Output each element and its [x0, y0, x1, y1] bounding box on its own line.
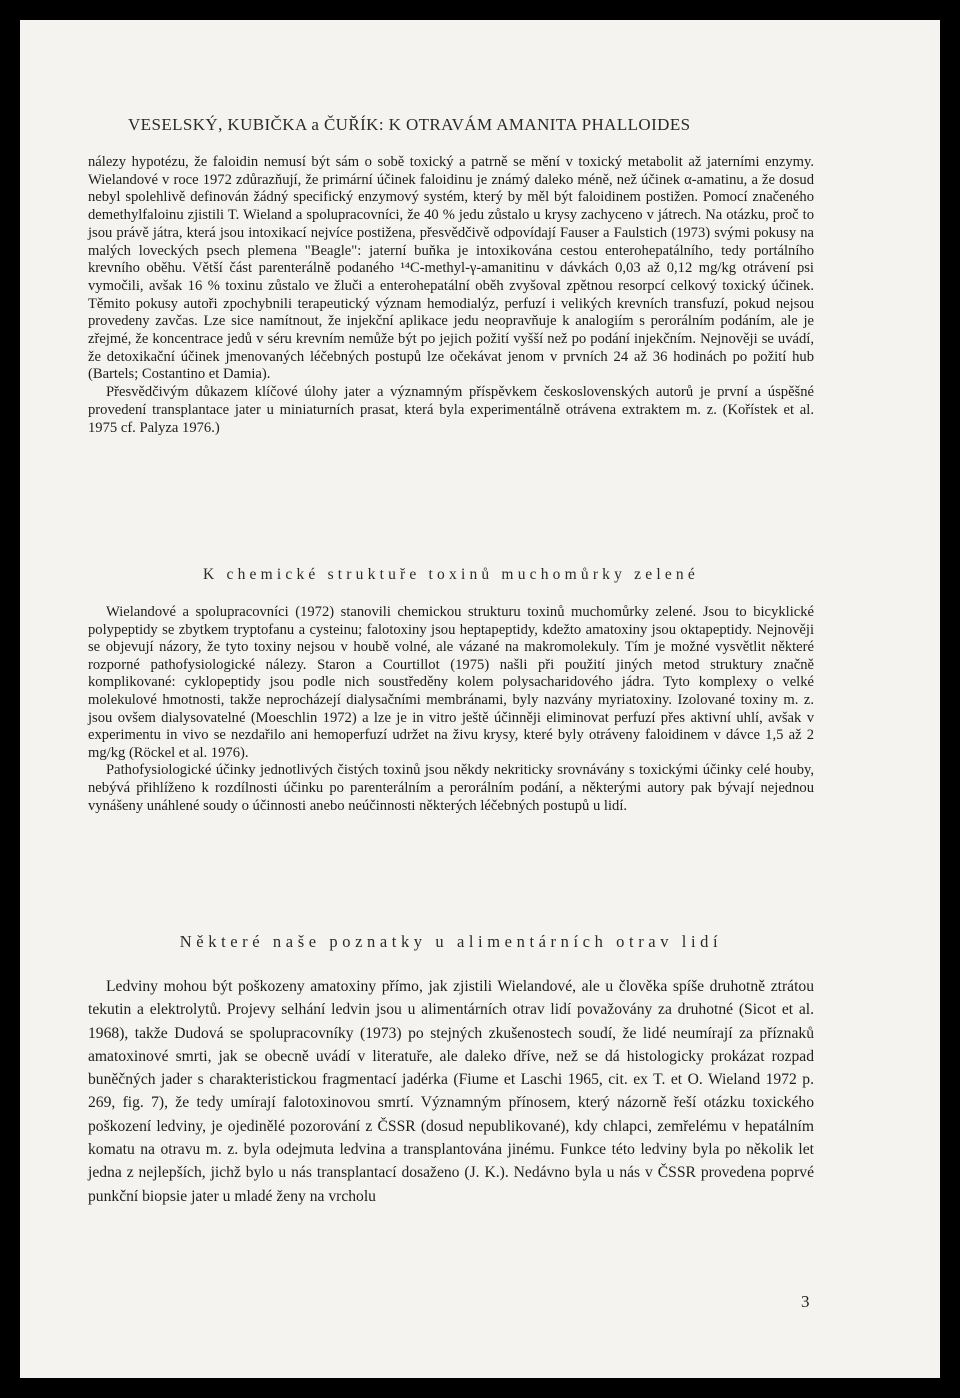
intro-section	[88, 154, 814, 437]
intro-paragraph-2: Přesvědčivým důkazem klíčové úlohy jater a významným příspěvkem československých autorů je první a úspěšné provedení transplantace jater u miniaturních prasat, která byla experimentálně otrávena extraktem m. z. (Kořístek et al. 1975 cf. Palyza 1976.)	[88, 384, 814, 436]
section-1-body	[88, 604, 814, 815]
section-2-paragraph-1: Ledviny mohou být poškozeny amatoxiny přímo, jak zjistili Wielandové, ale u člověka spíše druhotně ztrátou tekutin a elektrolytů. Projevy selhání ledvin jsou u alimentárních otrav lidí považovány za druhotné (Sicot et al. 1968), takže Dudová se spolupracovníky (1973) po stejných zkušenostech soudí, že lidé neumírají za příznaků amatoxinové smrti, jak se obecně uvádí v literatuře, ale daleko dříve, než se dá histologicky prokázat rozpad buněčných jader s charakteristickou fragmentací jadérka (Fiume et Laschi 1965, cit. ex T. et O. Wieland 1972 p. 269, fig. 7), že tedy umírají falotoxinovou smrtí. Významným přínosem, který názorně řeší otázku toxického poškození ledviny, je ojedinělé pozorování z ČSSR (dosud nepublikované), kdy chlapci, zemřelému v hepatálním komatu na otravu m. z. byla odejmuta ledvina a transplantována jinému. Funkce této ledviny byla po několik let jedna z nejlepších, jichž bylo u nás transplantací dosaženo (J. K.). Nedávno byla u nás v ČSSR provedena poprvé punkční biopsie jater u mladé ženy na vrcholu	[88, 978, 814, 1205]
section-2-heading: Některé naše poznatky u alimentárních otrav lidí	[179, 932, 723, 951]
page-number: 3	[801, 1292, 810, 1311]
section-1-paragraph-2: Pathofysiologické účinky jednotlivých čistých toxinů jsou někdy nekriticky srovnávány s toxickými účinky celé houby, nebývá přihlíženo k rozdílnosti účinku po parenterálním a perorálním podání, a některými autory pak bývají nejednou vynášeny unáhlené soudy o účinnosti anebo neúčinnosti některých léčebných postupů u lidí.	[88, 762, 814, 814]
section-1-paragraph-1: Wielandové a spolupracovníci (1972) stanovili chemickou strukturu toxinů muchomůrky zelené. Jsou to bicyklické polypeptidy se zbytkem tryptofanu a cysteinu; falotoxiny jsou heptapeptidy, kdežto amatoxiny jsou oktapeptidy. Nejnověji se objevují názory, že tyto toxiny nejsou v houbě volné, ale vázané na makromolekuly. Tím je možné vysvětlit některé rozporné pathofysiologické nálezy. Staron a Courtillot (1975) našli při použití jiných metod struktury značně komplikované: cyklopeptidy jsou podle nich soustředěny kolem polysacharidového jádra. Tyto komplexy o velké molekulové hmotnosti, takže neprocházejí dialysačními membránami, byly nazvány myriatoxiny. Izolované toxiny m. z. jsou ovšem dialysovatelné (Moeschlin 1972) a lze je in vitro ještě účinněji eliminovat perfuzí přes aktivní uhlí, avšak v experimentu in vivo se nezdařilo ani hemoperfuzí udržet na živu krysy, které byly otráveny faloidinem v dávce 1,5 až 2 mg/kg (Röckel et al. 1976).	[88, 604, 814, 761]
section-2-body	[88, 975, 814, 1208]
section-1-heading: K chemické struktuře toxinů muchomůrky zelené	[203, 566, 699, 583]
document-page	[20, 20, 940, 1378]
running-head: VESELSKÝ, KUBIČKA a ČUŘÍK: K OTRAVÁM AMANITA PHALLOIDES	[128, 115, 691, 134]
intro-paragraph: nálezy hypotézu, že faloidin nemusí být sám o sobě toxický a patrně se mění v toxický metabolit až jaterními enzymy. Wielandové v roce 1972 zdůrazňují, že primární účinek faloidinu je známý daleko méně, než účinek α-amatinu, a že dosud nebyl spolehlivě definován žádný specifický enzymový systém, který by měl být faloidinem postižen. Pomocí značeného demethylfaloinu zjistili T. Wieland a spolupracovníci, že 40 % jedu zůstalo u krysy zachyceno v játrech. Na otázku, proč to jsou právě játra, která jsou intoxikací nejvíce postižena, přesvědčivě odpovídají Fauser a Faulstich (1973) svými pokusy na malých loveckých psech plemena "Beagle": jaterní buňka je intoxikována cestou enterohepatálního, tedy portálního krevního oběhu. Větší část parenterálně podaného ¹⁴C-methyl-γ-amanitinu v dávkách 0,03 až 0,12 mg/kg otrávení psi vymočili, avšak 16 % toxinu zůstalo ve žluči a enterohepatální oběh zvyšoval zpětnou resorpcí celkový toxický účinek. Těmito pokusy autoři zpochybnili terapeutický význam hemodialýz, perfuzí i velikých krevních transfuzí, pokud nejsou provedeny zavčas. Lze sice namítnout, že injekční aplikace jedu neopravňuje k analogiím s perorálním podáním, ale je zřejmé, že koncentrace jedů v séru krevním nemůže být po jejich požití vyšší než po podání injekčním. Nejnověji se uvádí, že detoxikační účinek jmenovaných léčebných postupů lze očekávat jenom v prvních 24 až 36 hodinách po požití hub (Bartels; Costantino et Damia).	[88, 154, 814, 383]
